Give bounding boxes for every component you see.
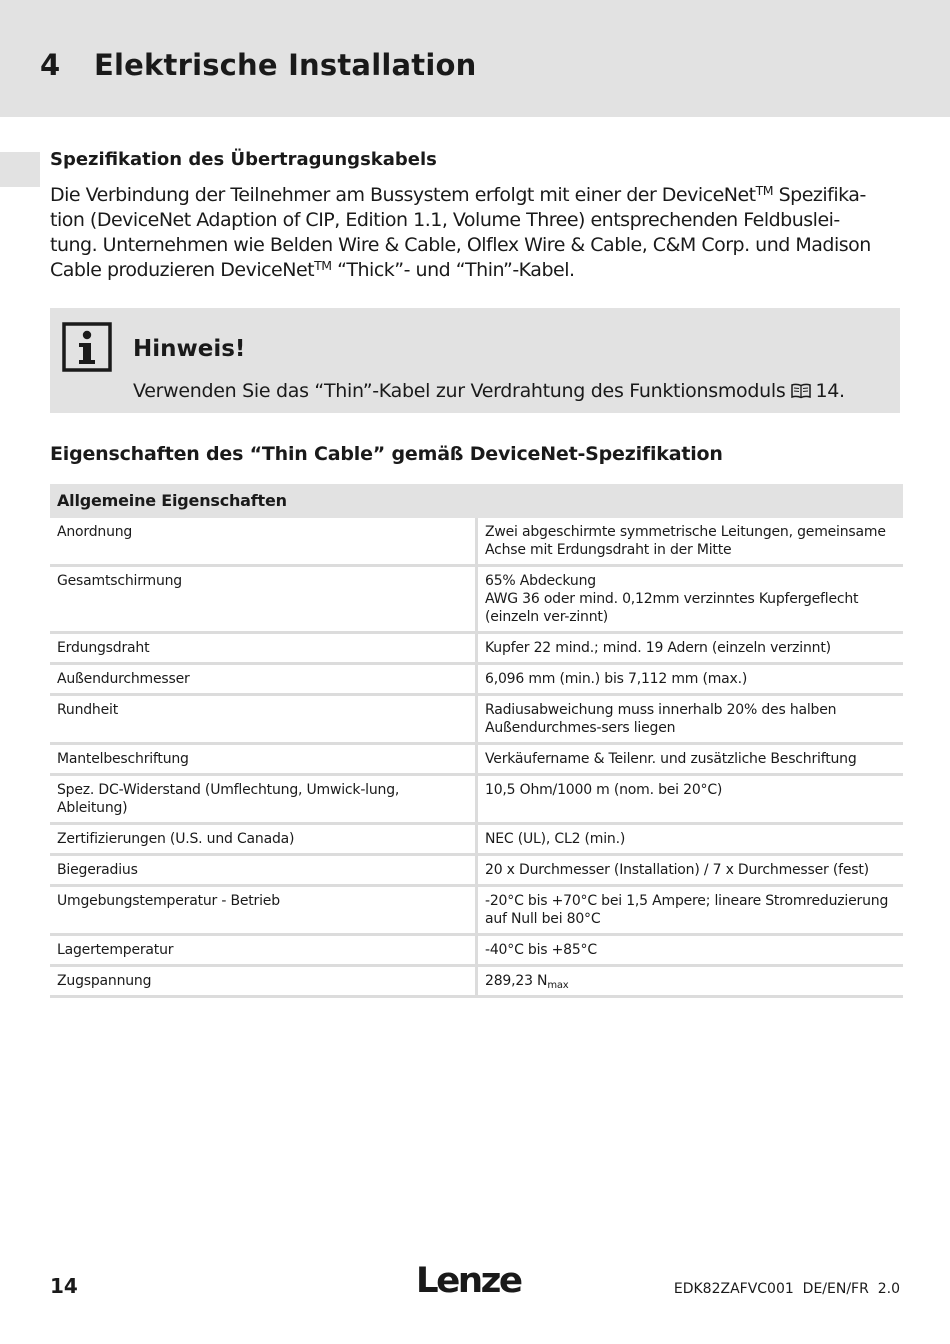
table-row [50,633,903,664]
property-value: 6,096 mm (min.) bis 7,112 mm (max.) [477,664,904,695]
note-text: Verwenden Sie das “Thin”-Kabel zur Verdrahtung des Funktionsmoduls 14. [133,380,845,402]
property-name: Rundheit [50,695,477,744]
intro-line: Die Verbindung der Teilnehmer am Bussystem erfolgt mit einer der DeviceNet™ Spezifika- [50,182,866,206]
table-row [50,566,903,633]
table-row [50,695,903,744]
trademark-sup: TM [755,182,774,198]
intro-line: tung. Unternehmen wie Belden Wire & Cable, Olflex Wire & Cable, C&M Corp. und Madison [50,234,871,256]
properties-table [50,484,903,998]
table-row [50,886,903,935]
table-row [50,775,903,824]
note-box [50,308,900,413]
chapter-number: 4 [40,48,61,82]
table-row [50,664,903,695]
property-value: Zwei abgeschirmte symmetrische Leitungen, gemeinsame Achse mit Erdungsdraht in der Mitte [477,518,904,566]
property-value [477,966,904,997]
value-line: AWG 36 oder mind. 0,12mm verzinntes Kupfergeflecht (einzeln ver-zinnt) [485,591,859,625]
property-name: Lagertemperatur [50,935,477,966]
table-row [50,824,903,855]
property-value: -40°C bis +85°C [477,935,904,966]
lenze-logo: Lenze [415,1261,521,1301]
property-name: Umgebungstemperatur - Betrieb [50,886,477,935]
table-row [50,855,903,886]
page-number: 14 [50,1274,78,1298]
property-name: Gesamtschirmung [50,566,477,633]
property-value: Verkäufername & Teilenr. und zusätzliche Beschriftung [477,744,904,775]
property-name: Spez. DC-Widerstand (Umflechtung, Umwick-lung, Ableitung) [50,775,477,824]
value-subscript: max [547,980,569,991]
table-heading: Eigenschaften des “Thin Cable” gemäß DeviceNet-Spezifikation [50,443,723,465]
property-value: 20 x Durchmesser (Installation) / 7 x Durchmesser (fest) [477,855,904,886]
property-name: Anordnung [50,518,477,566]
table-header: Allgemeine Eigenschaften [50,484,903,518]
section-heading: Spezifikation des Übertragungskabels [50,149,437,170]
info-icon [62,322,112,372]
property-name: Zertifizierungen (U.S. und Canada) [50,824,477,855]
table-row [50,518,903,566]
table-header-row [50,484,903,518]
property-value [477,566,904,633]
property-name: Erdungsdraht [50,633,477,664]
value-text: 289,23 N [485,973,548,989]
value-line: 65% Abdeckung [485,573,596,589]
property-value: -20°C bis +70°C bei 1,5 Ampere; lineare Stromreduzierung auf Null bei 80°C [477,886,904,935]
property-name: Außendurchmesser [50,664,477,695]
property-name: Biegeradius [50,855,477,886]
note-page-ref: 14. [815,380,845,402]
trademark-sup: TM [314,257,332,273]
intro-paragraph [50,183,902,283]
book-icon [791,383,811,399]
table-row [50,966,903,997]
note-title: Hinweis! [133,336,246,362]
property-value: NEC (UL), CL2 (min.) [477,824,904,855]
property-value: Kupfer 22 mind.; mind. 19 Adern (einzeln verzinnt) [477,633,904,664]
table-row [50,935,903,966]
document-id: EDK82ZAFVC001 DE/EN/FR 2.0 [673,1281,900,1297]
table-row [50,744,903,775]
intro-line: tion (DeviceNet Adaption of CIP, Edition 1.1, Volume Three) entsprechenden Feldbuslei- [50,209,840,231]
property-value: Radiusabweichung muss innerhalb 20% des halben Außendurchmes-sers liegen [477,695,904,744]
intro-line: Cable produzieren DeviceNet™ “Thick”- und “Thin”-Kabel. [50,257,575,281]
chapter-title: Elektrische Installation [94,48,477,82]
property-name: Mantelbeschriftung [50,744,477,775]
property-value: 10,5 Ohm/1000 m (nom. bei 20°C) [477,775,904,824]
property-name: Zugspannung [50,966,477,997]
side-tab-marker [0,152,40,187]
